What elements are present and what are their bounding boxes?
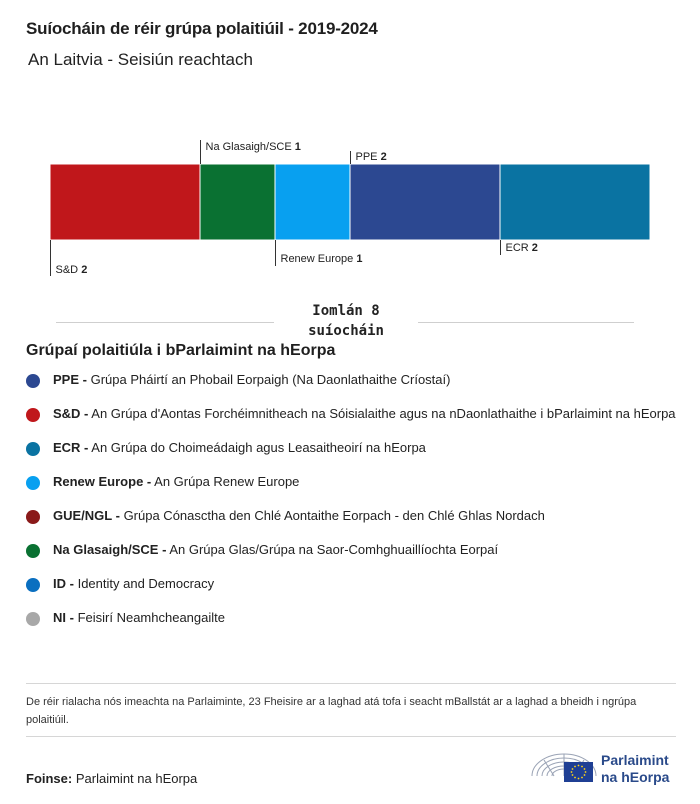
legend-item (26, 541, 676, 559)
legend-abbr: ID - (53, 576, 74, 591)
legend-abbr: NI - (53, 610, 74, 625)
source-label: Foinse: (26, 771, 73, 786)
legend-dot (26, 578, 40, 592)
legend-item (26, 439, 676, 457)
legend-dot (26, 476, 40, 490)
legend-desc: An Grúpa Glas/Grúpa na Saor-Comhghuaillíochta Eorpaí (169, 542, 499, 557)
legend-dot (26, 408, 40, 422)
logo-line1: Parlaimint (601, 752, 669, 768)
legend-desc: Identity and Democracy (77, 576, 215, 591)
segment-label: Renew Europe 1 (280, 253, 363, 265)
legend-desc: An Grúpa Renew Europe (154, 474, 300, 489)
legend-dot (26, 612, 40, 626)
legend-desc: An Grúpa do Choimeádaigh agus Leasaitheoirí na hEorpa (91, 440, 426, 455)
source-value: Parlaimint na hEorpa (75, 771, 198, 786)
seat-segment (50, 164, 200, 240)
total-seats-label (280, 301, 412, 341)
segment-label: S&D 2 (55, 264, 88, 276)
legend-item (26, 371, 676, 389)
source-line (26, 771, 197, 786)
total-divider-right (418, 322, 634, 323)
chart-title: Suíocháin de réir grúpa polaitiúil - 2019-2024 (26, 19, 378, 38)
seat-segment (275, 164, 350, 240)
legend-abbr: PPE - (53, 372, 87, 387)
legend-item (26, 405, 676, 423)
legend-list (26, 371, 676, 643)
logo-wordmark (601, 752, 669, 786)
legend-desc: An Grúpa d'Aontas Forchéimnitheach na Sóisialaithe agus na nDaonlathaithe i bParlaimint na hEorpa (91, 406, 676, 421)
legend-abbr: S&D - (53, 406, 89, 421)
legend-item (26, 507, 676, 525)
legend-desc: Grúpa Cónasctha den Chlé Aontaithe Eorpach - den Chlé Ghlas Nordach (123, 508, 545, 523)
seat-segment (200, 164, 275, 240)
legend-desc: Feisirí Neamhcheangailte (77, 610, 225, 625)
legend-dot (26, 442, 40, 456)
legend-item (26, 473, 676, 491)
legend-dot (26, 374, 40, 388)
total-seats-line1: Iomlán 8 (312, 303, 380, 319)
legend-dot (26, 510, 40, 524)
total-seats-line2: suíocháin (308, 323, 384, 339)
footer-divider-top (26, 683, 676, 684)
legend-item (26, 575, 676, 593)
logo-line2: na hEorpa (601, 769, 670, 785)
footer-divider-bottom (26, 736, 676, 737)
segment-label: ECR 2 (505, 242, 538, 254)
legend-title: Grúpaí polaitiúla i bParlaimint na hEorpa (26, 342, 336, 359)
legend-abbr: Na Glasaigh/SCE - (53, 542, 167, 557)
seat-bar-chart (0, 130, 700, 290)
segment-label: Na Glasaigh/SCE 1 (205, 141, 301, 153)
legend-dot (26, 544, 40, 558)
total-divider-left (56, 322, 274, 323)
legend-desc: Grúpa Pháirtí an Phobail Eorpaigh (Na Daonlathaithe Críostaí) (90, 372, 451, 387)
legend-abbr: ECR - (53, 440, 89, 455)
seat-segment (500, 164, 650, 240)
legend-abbr: Renew Europe - (53, 474, 152, 489)
segment-label: PPE 2 (355, 151, 387, 163)
chart-subtitle: An Laitvia - Seisiún reachtach (28, 50, 253, 69)
legend-abbr: GUE/NGL - (53, 508, 120, 523)
footnote: De réir rialacha nós imeachta na Parlaiminte, 23 Fheisire ar a laghad atá tofa i seacht mBallstát ar a laghad a bheidh i ngrúpa polaitiúil. (26, 696, 637, 726)
seat-segment (350, 164, 500, 240)
legend-item (26, 609, 676, 627)
